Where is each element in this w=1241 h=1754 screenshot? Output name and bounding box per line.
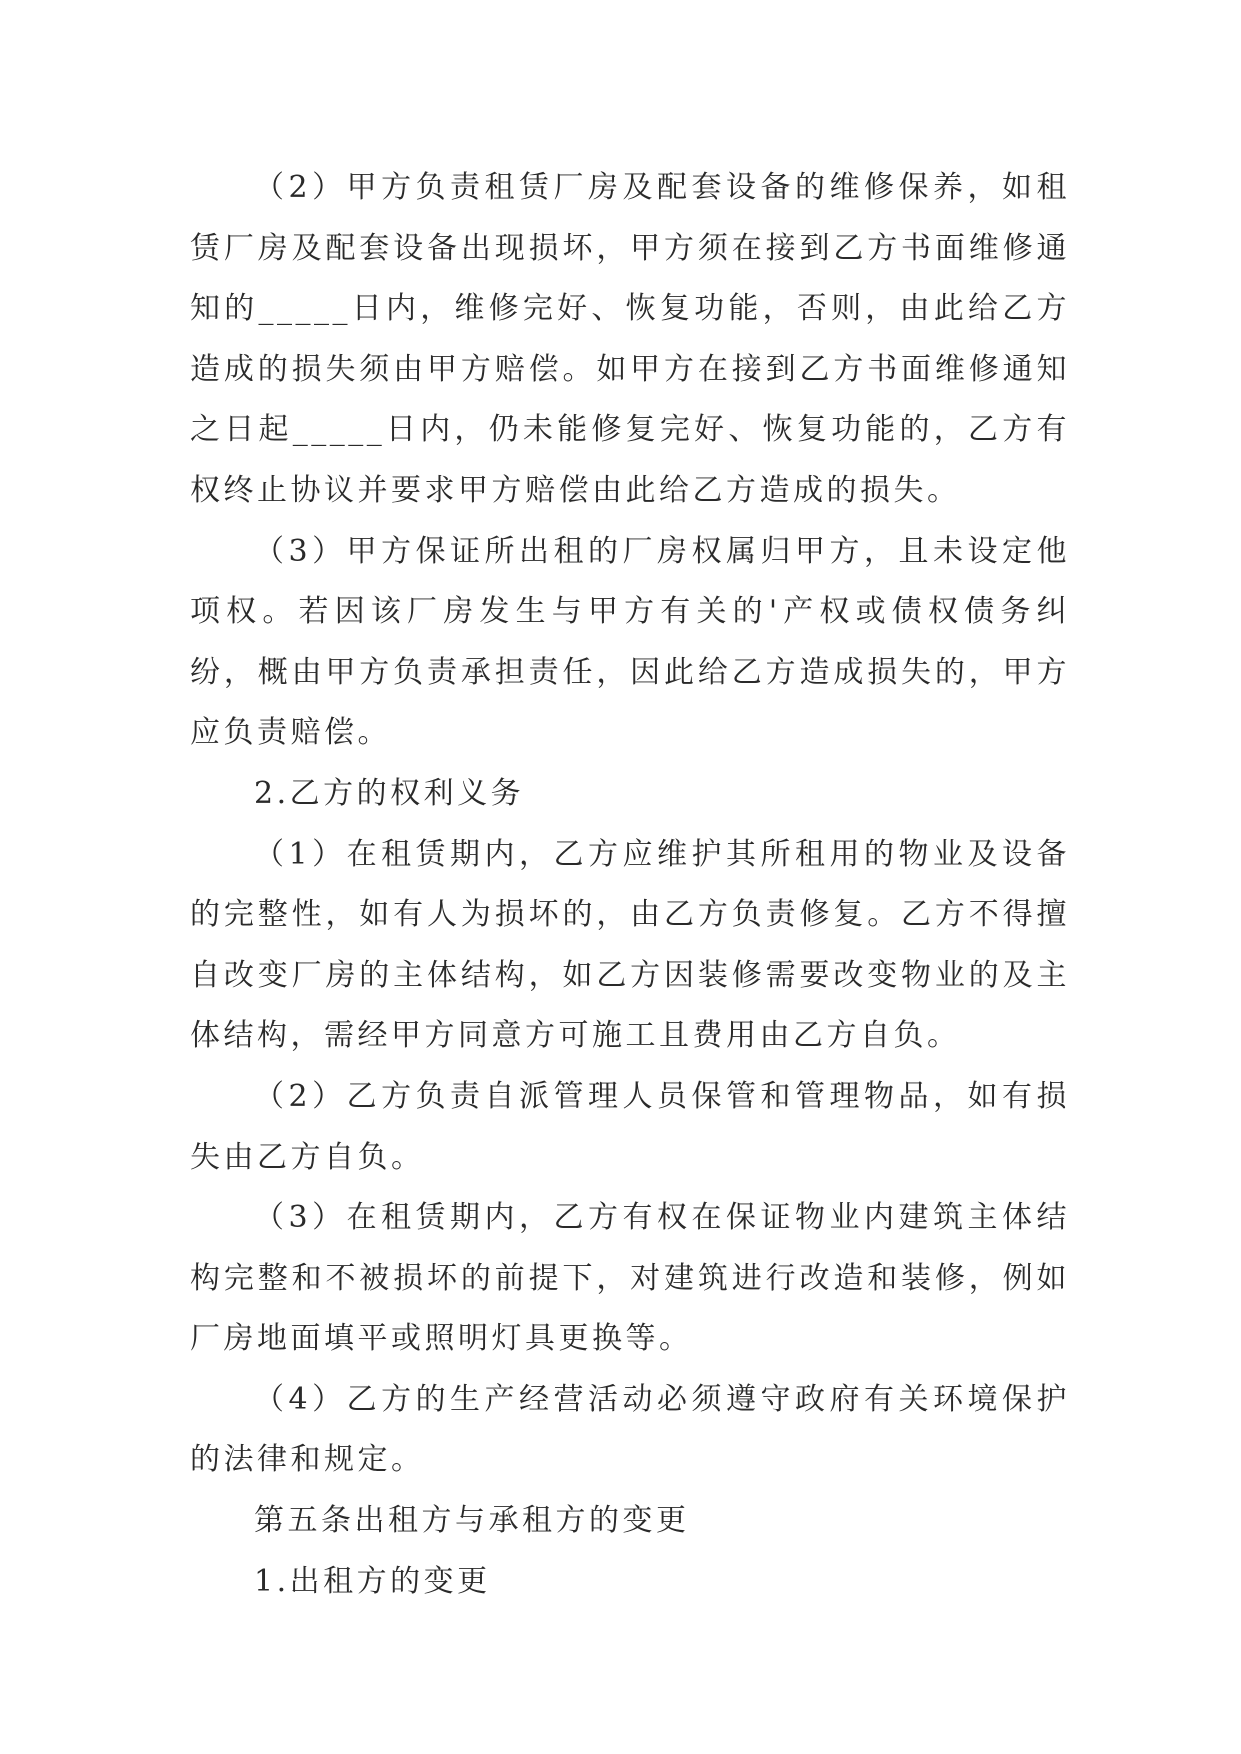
paragraph-landlord-maintenance: （2）甲方负责租赁厂房及配套设备的维修保养，如租赁厂房及配套设备出现损坏，甲方须在接到乙方书面维修通知的_____日内，维修完好、恢复功能，否则，由此给乙方造成的损失须由甲方赔偿。如甲方在接到乙方书面维修通知之日起_____日内，仍未能修复完好、恢复功能的，乙方有权终止协议并要求甲方赔偿由此给乙方造成的损失。 xyxy=(190,170,1070,508)
heading-tenant-rights: 2.乙方的权利义务 xyxy=(254,775,525,811)
document-body xyxy=(190,158,1070,1612)
paragraph-landlord-ownership: （3）甲方保证所出租的厂房权属归甲方，且未设定他项权。若因该厂房发生与甲方有关的'产权或债权债务纠纷，概由甲方负责承担责任，因此给乙方造成损失的，甲方应负责赔偿。 xyxy=(190,533,1070,751)
heading-landlord-change: 1.出租方的变更 xyxy=(254,1563,491,1599)
heading-article-five: 第五条出租方与承租方的变更 xyxy=(254,1503,690,1539)
paragraph-tenant-integrity: （1）在租赁期内，乙方应维护其所租用的物业及设备的完整性，如有人为损坏的，由乙方负责修复。乙方不得擅自改变厂房的主体结构，如乙方因装修需要改变物业的及主体结构，需经甲方同意方可施工且费用由乙方自负。 xyxy=(190,836,1070,1054)
paragraph-tenant-management: （2）乙方负责自派管理人员保管和管理物品，如有损失由乙方自负。 xyxy=(190,1078,1070,1175)
paragraph-tenant-environment: （4）乙方的生产经营活动必须遵守政府有关环境保护的法律和规定。 xyxy=(190,1381,1070,1478)
paragraph-tenant-renovation: （3）在租赁期内，乙方有权在保证物业内建筑主体结构完整和不被损坏的前提下，对建筑进行改造和装修，例如厂房地面填平或照明灯具更换等。 xyxy=(190,1200,1070,1357)
